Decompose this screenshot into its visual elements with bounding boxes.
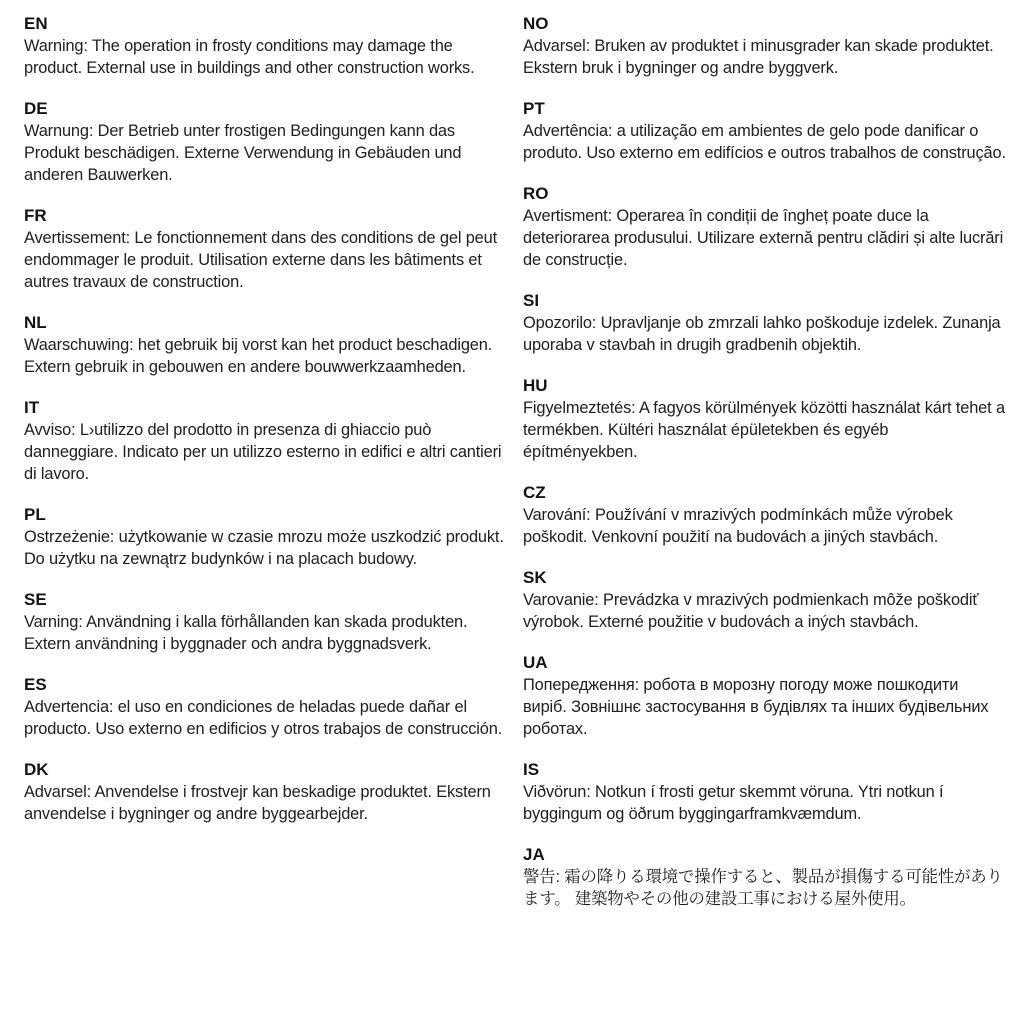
- warning-text-cz: Varování: Používání v mrazivých podmínkách může výrobek poškodit. Venkovní použití na budovách a jiných stavbách.: [523, 506, 953, 546]
- warning-text-ja: 警告: 霜の降りる環境で操作すると、製品が損傷する可能性があります。 建築物やその他の建設工事における屋外使用。: [523, 868, 1003, 908]
- warning-text-dk: Advarsel: Anvendelse i frostvejr kan beskadige produktet. Ekstern anvendelse i bygninger og andre byggearbejder.: [24, 783, 491, 823]
- language-section-ro: [523, 183, 1006, 271]
- language-section-pt: [523, 98, 1006, 164]
- language-section-no: [523, 13, 1006, 79]
- warning-text-pl: Ostrzeżenie: użytkowanie w czasie mrozu może uszkodzić produkt. Do użytku na zewnątrz budynków i na placach budowy.: [24, 528, 504, 568]
- language-section-sk: [523, 567, 1006, 633]
- language-section-nl: [24, 312, 507, 378]
- language-code-dk: DK: [24, 760, 49, 779]
- language-section-fr: [24, 205, 507, 293]
- language-code-is: IS: [523, 760, 540, 779]
- language-code-hu: HU: [523, 376, 548, 395]
- warning-text-fr: Avertissement: Le fonctionnement dans des conditions de gel peut endommager le produit. Utilisation externe dans les bâtiments et autres travaux de construction.: [24, 229, 498, 291]
- language-section-dk: [24, 759, 507, 825]
- language-code-ja: JA: [523, 845, 545, 864]
- warning-text-ro: Avertisment: Operarea în condiții de îngheț poate duce la deteriorarea produsului. Utilizare externă pentru clădiri și alte lucrări de construcție.: [523, 207, 1004, 269]
- warning-text-no: Advarsel: Bruken av produktet i minusgrader kan skade produktet. Ekstern bruk i bygninger og andre byggverk.: [523, 37, 994, 77]
- language-section-si: [523, 290, 1006, 356]
- warning-text-nl: Waarschuwing: het gebruik bij vorst kan het product beschadigen. Extern gebruik in gebouwen en andere bouwwerkzaamheden.: [24, 336, 493, 376]
- language-code-ua: UA: [523, 653, 548, 672]
- language-code-es: ES: [24, 675, 47, 694]
- language-code-se: SE: [24, 590, 47, 609]
- language-code-si: SI: [523, 291, 540, 310]
- warning-text-ua: Попередження: робота в морозну погоду може пошкодити виріб. Зовнішнє застосування в будівлях та інших будівельних роботах.: [523, 676, 989, 738]
- warning-text-is: Viðvörun: Notkun í frosti getur skemmt vöruna. Ytri notkun í byggingum og öðrum byggingarframkvæmdum.: [523, 783, 944, 823]
- language-section-es: [24, 674, 507, 740]
- language-code-sk: SK: [523, 568, 547, 587]
- warning-text-pt: Advertência: a utilização em ambientes de gelo pode danificar o produto. Uso externo em edifícios e outros trabalhos de construção.: [523, 122, 1006, 162]
- right-column: [523, 13, 1006, 929]
- language-section-is: [523, 759, 1006, 825]
- warning-text-se: Varning: Användning i kalla förhållanden kan skada produkten. Extern användning i byggnader och andra byggnadsverk.: [24, 613, 468, 653]
- language-code-pl: PL: [24, 505, 46, 524]
- language-code-fr: FR: [24, 206, 47, 225]
- warning-text-es: Advertencia: el uso en condiciones de heladas puede dañar el producto. Uso externo en edificios y otros trabajos de construcción.: [24, 698, 503, 738]
- language-section-se: [24, 589, 507, 655]
- language-code-cz: CZ: [523, 483, 546, 502]
- language-section-ja: [523, 844, 1006, 910]
- language-section-cz: [523, 482, 1006, 548]
- warning-text-hu: Figyelmeztetés: A fagyos körülmények közötti használat kárt tehet a termékben. Kültéri használat épületekben és egyéb építményekben.: [523, 399, 1005, 461]
- left-column: [24, 13, 507, 929]
- language-code-de: DE: [24, 99, 48, 118]
- language-code-no: NO: [523, 14, 549, 33]
- warning-text-si: Opozorilo: Upravljanje ob zmrzali lahko poškoduje izdelek. Zunanja uporaba v stavbah in drugih gradbenih objektih.: [523, 314, 1001, 354]
- language-section-en: [24, 13, 507, 79]
- language-code-pt: PT: [523, 99, 545, 118]
- warning-text-de: Warnung: Der Betrieb unter frostigen Bedingungen kann das Produkt beschädigen. Externe Verwendung in Gebäuden und anderen Bauwerken.: [24, 122, 462, 184]
- language-section-it: [24, 397, 507, 485]
- language-code-nl: NL: [24, 313, 47, 332]
- language-code-ro: RO: [523, 184, 549, 203]
- warning-text-sk: Varovanie: Prevádzka v mrazivých podmienkach môže poškodiť výrobok. Externé použitie v budovách a iných stavbách.: [523, 591, 979, 631]
- warning-text-it: Avviso: L›utilizzo del prodotto in presenza di ghiaccio può danneggiare. Indicato per un utilizzo esterno in edifici e altri cantieri di lavoro.: [24, 421, 502, 483]
- language-code-it: IT: [24, 398, 40, 417]
- language-section-ua: [523, 652, 1006, 740]
- language-section-pl: [24, 504, 507, 570]
- language-section-de: [24, 98, 507, 186]
- warning-text-en: Warning: The operation in frosty conditions may damage the product. External use in buildings and other construction works.: [24, 37, 475, 77]
- language-code-en: EN: [24, 14, 48, 33]
- language-section-hu: [523, 375, 1006, 463]
